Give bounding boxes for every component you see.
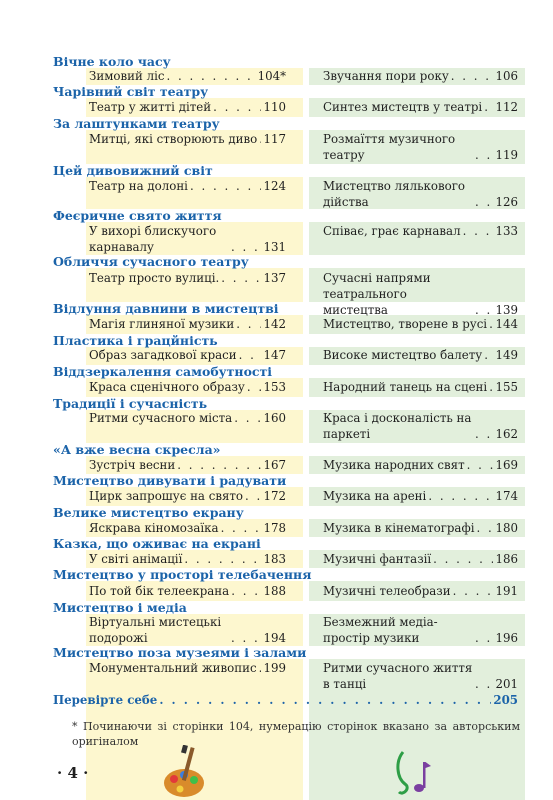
toc-entry-title: Розмаїття музичного театру [323,132,456,162]
toc-entry-page: 167 [263,458,286,472]
toc-entry-page: 126 [495,195,518,209]
toc-entry-art[interactable] [89,270,286,286]
toc-entry-art[interactable] [89,347,286,363]
toc-entry-music[interactable] [323,410,518,442]
section-title[interactable]: Велике мистецтво екрану [53,505,244,520]
toc-entry-music[interactable] [323,551,518,567]
toc-entry-art[interactable] [89,457,286,473]
leader-dots [475,194,493,210]
toc-entry-title: У світі анімації [89,552,183,566]
leader-dots [231,239,261,255]
toc-entry-page: 124 [263,179,286,193]
section-title[interactable]: Цей дивовижний світ [53,163,213,178]
section-title[interactable]: Казка, що оживає на екрані [53,536,261,551]
toc-entry-music[interactable] [323,99,518,115]
leader-dots [166,68,255,84]
toc-entry-page: 180 [495,521,518,535]
toc-entry-art[interactable] [89,614,286,646]
section-title[interactable]: Обличчя сучасного театру [53,254,249,269]
leader-dots [239,347,262,363]
toc-entry-title: Віртуальні мистецькі подорожі [89,615,222,645]
toc-entry-title: Мистецтво, творене в русі [323,317,488,331]
toc-entry-page: 149 [495,348,518,362]
toc-entry-page: 188 [263,584,286,598]
section-title[interactable]: Чарівний світ театру [53,84,209,99]
toc-entry-music[interactable] [323,347,518,363]
toc-entry-music[interactable] [323,614,518,646]
leader-dots [177,457,261,473]
section-title[interactable]: За лаштунками театру [53,116,220,131]
toc-entry-title: Зимовий ліс [89,69,165,83]
toc-entry-art[interactable] [89,316,286,332]
toc-entry-page: 196 [495,631,518,645]
toc-entry-page: 178 [263,521,286,535]
toc-entry-music[interactable] [323,131,518,163]
toc-entry-music[interactable] [323,223,518,239]
toc-entry-title: Музичні телеобрази [323,584,451,598]
toc-entry-page: 131 [263,240,286,254]
toc-entry-page: 199 [263,661,286,675]
toc-entry-page: 172 [263,489,286,503]
section-title[interactable]: Віддзеркалення самобутності [53,364,273,379]
toc-entry-title: По той бік телеекрана [89,584,230,598]
leader-dots [489,316,493,332]
toc-entry-title: Високе мистецтво балету [323,348,483,362]
leader-dots [467,457,494,473]
final-entry-title: Перевірте себе [53,693,158,707]
toc-entry-art[interactable] [89,178,286,194]
leader-dots [476,520,493,536]
toc-entry-title: Митці, які створюють диво [89,132,258,146]
toc-entry-page: 155 [495,380,518,394]
toc-entry-music[interactable] [323,457,518,473]
toc-entry-music[interactable] [323,488,518,504]
leader-dots [259,131,261,147]
toc-entry-page: 119 [495,148,518,162]
toc-entry-page: 144 [495,317,518,331]
toc-entry-art[interactable] [89,520,286,536]
toc-entry-page: 194 [263,631,286,645]
leader-dots [236,316,261,332]
toc-entry-art[interactable] [89,68,286,84]
toc-entry-page: 174 [495,489,518,503]
toc-entry-page: 169 [495,458,518,472]
toc-entry-title: Ритми сучасного міста [89,411,233,425]
toc-entry-title: Ритми сучасного життя в танці [323,661,473,691]
leader-dots [231,630,261,646]
toc-entry-art[interactable] [89,660,286,676]
toc-entry-title: Театр у житті дітей [89,100,212,114]
toc-entry-music[interactable] [323,178,518,210]
toc-entry-music[interactable] [323,520,518,536]
toc-entry-page: 139 [495,303,518,317]
toc-entry-page: 133 [495,224,518,238]
final-entry[interactable] [53,692,518,708]
leader-dots [433,551,493,567]
leader-dots [245,488,261,504]
toc-entry-title: Сучасні напрями театрального мистецтва [323,271,431,317]
toc-entry-title: Театр на долоні [89,179,188,193]
section-title[interactable]: Відлуння давнини в мистецтві [53,301,279,316]
toc-entry-page: 191 [495,584,518,598]
leader-dots [190,178,262,194]
leader-dots [234,410,261,426]
toc-entry-art[interactable] [89,223,286,255]
toc-entry-title: Цирк запрошує на свято [89,489,244,503]
section-title[interactable]: Мистецтво дивувати і радувати [53,473,287,488]
leader-dots [484,347,493,363]
toc-entry-page: 153 [263,380,286,394]
toc-entry-page: 186 [495,552,518,566]
leader-dots [451,68,494,84]
toc-entry-page: 110 [263,100,286,114]
palette-brush-icon [160,745,208,800]
toc-entry-title: Музика народних свят [323,458,465,472]
toc-entry-title: Синтез мистецтв у театрі [323,100,483,114]
music-notes-icon [393,748,433,800]
toc-entry-art[interactable] [89,131,286,147]
toc-entry-art[interactable] [89,583,286,599]
toc-entry-art[interactable] [89,551,286,567]
toc-entry-title: Музика в кінематографі [323,521,475,535]
toc-entry-page: 201 [495,677,518,691]
toc-entry-title: Образ загадкової краси [89,348,237,362]
toc-entry-page: 160 [263,411,286,425]
toc-entry-title: Співає, грає карнавал [323,224,461,238]
toc-entry-title: Театр просто вулиці. [89,271,220,285]
leader-dots [159,692,491,708]
section-title[interactable]: Феєричне свято життя [53,208,222,223]
leader-dots [247,379,262,395]
toc-entry-music[interactable] [323,583,518,599]
section-title[interactable]: Мистецтво поза музеями і залами [53,645,307,660]
leader-dots [484,99,493,115]
toc-entry-title: Краса і досконалість на паркеті [323,411,472,441]
section-title[interactable]: Мистецтво у просторі телебачення [53,567,312,582]
final-entry-page: 205 [493,693,518,707]
footnote: * Починаючи зі сторінки 104, нумерацію сторінок вказано за авторським оригіналом [72,720,520,748]
toc-entry-title: Мистецтво лялькового дійства [323,179,466,209]
leader-dots [221,270,261,286]
toc-entry-music[interactable] [323,316,518,332]
section-title[interactable]: Мистецтво і медіа [53,600,187,615]
section-title[interactable]: Традиції і сучасність [53,396,208,411]
leader-dots [259,660,262,676]
toc-entry-title: Звучання пори року [323,69,449,83]
page-number: · 4 · [57,764,89,782]
toc-entry-title: Краса сценічного образу [89,380,245,394]
toc-entry-title: Безмежний медіа-простір музики [323,615,438,645]
toc-entry-page: 183 [263,552,286,566]
toc-entry-art[interactable] [89,488,286,504]
leader-dots [475,426,493,442]
toc-entry-music[interactable] [323,379,518,395]
toc-entry-music[interactable] [323,270,518,318]
toc-entry-page: 137 [263,271,286,285]
toc-entry-page: 104* [257,69,286,83]
toc-entry-title: Музика на арені [323,489,427,503]
leader-dots [221,520,262,536]
toc-entry-music[interactable] [323,660,518,692]
toc-entry-title: Магія глиняної музики [89,317,235,331]
toc-entry-title: Музичні фантазії [323,552,432,566]
leader-dots [184,551,261,567]
leader-dots [231,583,261,599]
toc-entry-page: 147 [263,348,286,362]
toc-entry-page: 142 [263,317,286,331]
leader-dots [475,147,493,163]
leader-dots [463,223,494,239]
toc-entry-page: 112 [495,100,518,114]
toc-entry-art[interactable] [89,99,286,115]
toc-entry-title: Народний танець на сцені [323,380,488,394]
leader-dots [489,379,493,395]
leader-dots [213,99,261,115]
toc-entry-title: Зустріч весни [89,458,176,472]
toc-entry-title: Яскрава кіномозаїка [89,521,219,535]
toc-entry-page: 117 [263,132,286,146]
section-title[interactable]: «А вже весна скресла» [53,442,221,457]
section-title[interactable]: Вічне коло часу [53,54,171,69]
toc-entry-page: 106 [495,69,518,83]
leader-dots [475,630,493,646]
toc-entry-page: 162 [495,427,518,441]
leader-dots [475,676,493,692]
toc-entry-title: Монументальний живопис [89,661,257,675]
leader-dots [428,488,493,504]
toc-entry-art[interactable] [89,410,286,426]
leader-dots [453,583,494,599]
toc-entry-title: У вихорі блискучого карнавалу [89,224,217,254]
toc-entry-music[interactable] [323,68,518,84]
toc-entry-art[interactable] [89,379,286,395]
section-title[interactable]: Пластика і грацйність [53,333,218,348]
